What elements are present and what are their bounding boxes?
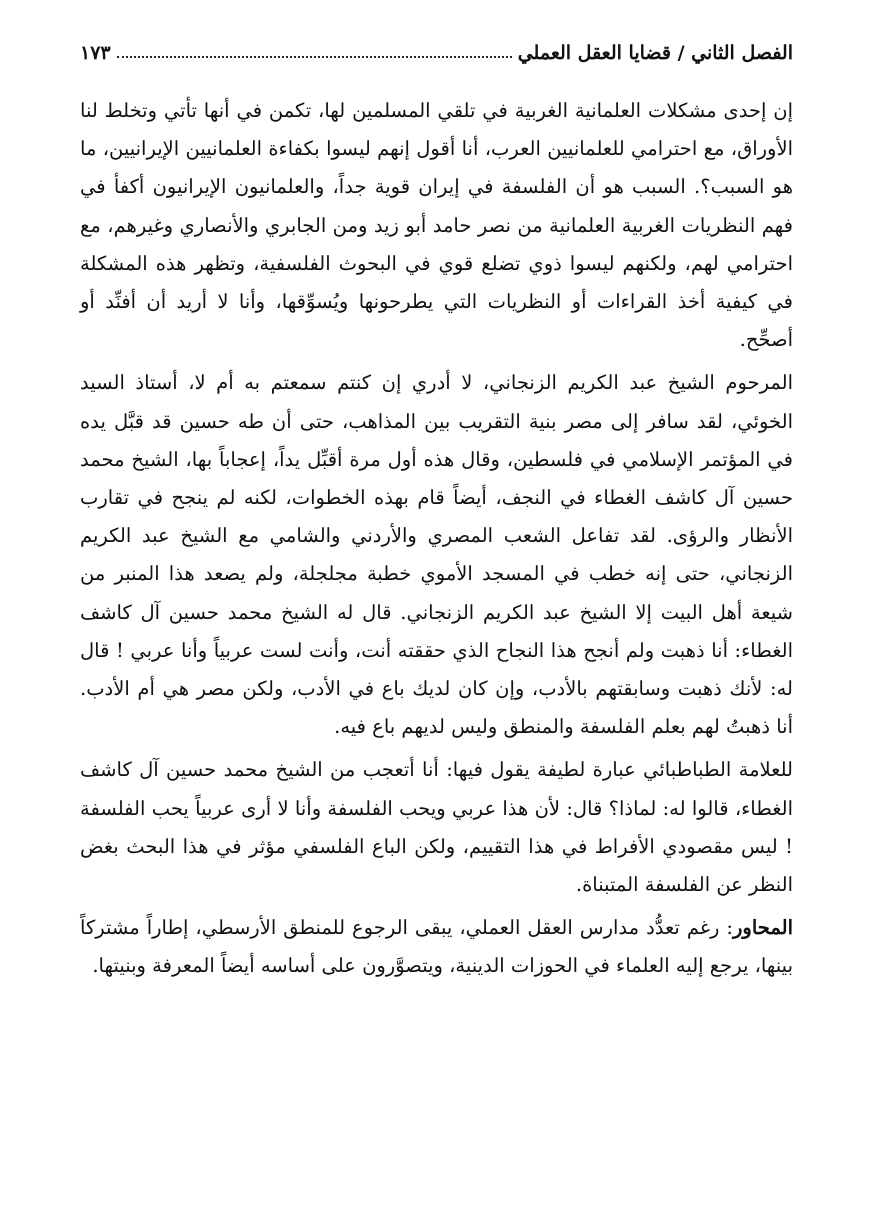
interlocutor-text: : رغم تعدُّد مدارس العقل العملي، يبقى الرجوع للمنطق الأرسطي، إطاراً مشتركاً بينها، يرجع إليه العلماء في الحوزات الدينية، ويتصوَّرون على أساسه أيضاً المعرفة وبنيتها. xyxy=(80,916,793,978)
paragraph: إن إحدى مشكلات العلمانية الغربية في تلقي المسلمين لها، تكمن في أنها تأتي وتخلط لنا الأوراق، مع احترامي للعلمانيين العرب، أنا أقول إنهم ليسوا بكفاءة العلمانيين الإيرانيين، ما هو السبب؟. السبب هو أن الفلسفة في إيران قوية جداً، والعلمانيون الإيرانيون أكفأ في فهم النظريات الغربية العلمانية من نصر حامد أبو زيد ومن الجابري والأنصاري وغيرهم، مع احترامي لهم، ولكنهم ليسوا ذوي تضلع قوي في البحوث الفلسفية، وتظهر هذه المشكلة في كيفية أخذ القراءات أو النظريات التي يطرحونها ويُسوِّقها، وأنا لا أريد أن أفنِّد أو أصحِّح. xyxy=(80,99,793,352)
running-header xyxy=(80,34,793,64)
dotted-leader xyxy=(117,56,512,58)
body-text xyxy=(80,92,793,991)
chapter-title: الفصل الثاني / قضايا العقل العملي xyxy=(517,42,793,64)
paragraph: المرحوم الشيخ عبد الكريم الزنجاني، لا أدري إن كنتم سمعتم به أم لا، أستاذ السيد الخوئي، لقد سافر إلى مصر بنية التقريب بين المذاهب، حتى أن طه حسين قد قبَّل يده في المؤتمر الإسلامي في فلسطين، وقال هذه أول مرة أقبِّل يداً، إعجاباً بها، الشيخ محمد حسين آل كاشف الغطاء في النجف، أيضاً قام بهذه الخطوات، لكنه لم ينجح في تقارب الأنظار والرؤى. لقد تفاعل الشعب المصري والأردني والشامي مع الشيخ عبد الكريم الزنجاني، حتى إنه خطب في المسجد الأموي خطبة مجلجلة، ولم يصعد هذا المنبر من شيعة أهل البيت إلا الشيخ عبد الكريم الزنجاني. قال له الشيخ محمد حسين آل كاشف الغطاء: أنا ذهبت ولم أنجح هذا النجاح الذي حققته أنت، وأنت لست عربياً وأنا عربي ! قال له: لأنك ذهبت وسابقتهم بالأدب، وإن كان لديك باع في الأدب، ولكن مصر هي أم الأدب. أنا ذهبتُ لهم بعلم الفلسفة والمنطق وليس لديهم باع فيه. xyxy=(80,371,793,739)
page-number: ١٧٣ xyxy=(80,42,111,64)
paragraph: للعلامة الطباطبائي عبارة لطيفة يقول فيها: أنا أتعجب من الشيخ محمد حسين آل كاشف الغطاء، قالوا له: لماذا؟ قال: لأن هذا عربي ويحب الفلسفة وأنا لا أرى عربياً يحب الفلسفة ! ليس مقصودي الأفراط في هذا التقييم، ولكن الباع الفلسفي مؤثر في هذا البحث بغض النظر عن الفلسفة المتبناة. xyxy=(80,758,793,897)
interlocutor-label: المحاور xyxy=(733,916,793,940)
interlocutor-paragraph xyxy=(80,909,793,985)
